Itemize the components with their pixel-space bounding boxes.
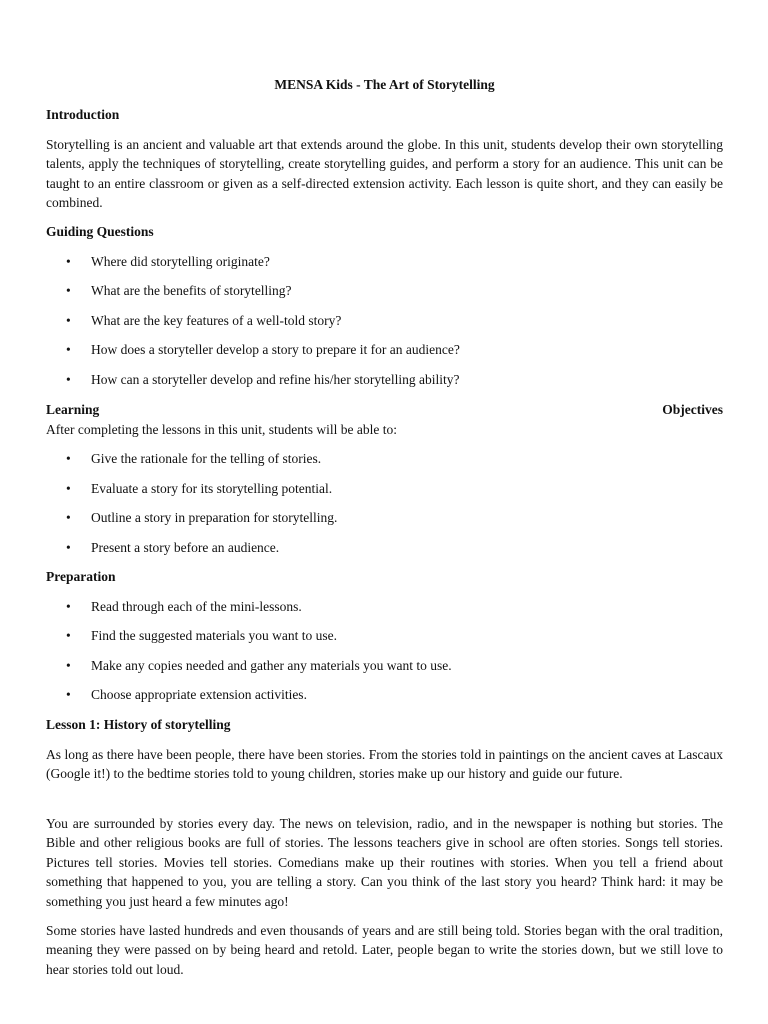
introduction-paragraph: Storytelling is an ancient and valuable art that extends around the globe. In this unit, students develop their own storytelling talents, apply the techniques of storytelling, create storytelling guides, and perform a story for an audience. This unit can be taught to an entire classroom or given as a self-directed extension activity. Each lesson is quite short, and they can easily be combined. xyxy=(46,137,723,211)
list-item-text: Read through each of the mini-lessons. xyxy=(91,599,302,614)
bullet-icon: • xyxy=(66,540,71,555)
lesson1-paragraph-2: You are surrounded by stories every day. The news on television, radio, and in the newspaper is nothing but stories. The Bible and other religious books are full of stories. The lessons teachers give in school are often stories. Songs tell stories. Pictures tell stories. Movies tell stories. Comedians make up their routines with stories. When you tell a friend about something that happened to you, you are telling a story. Can you think of the last story you heard? Think hard: it may be something you just heard a few minutes ago! xyxy=(46,816,723,909)
bullet-icon: • xyxy=(66,254,71,269)
list-item-text: How can a storyteller develop and refine his/her storytelling ability? xyxy=(91,372,460,387)
preparation-heading: Preparation xyxy=(46,569,116,584)
bullet-icon: • xyxy=(66,687,71,702)
list-item-text: Outline a story in preparation for storytelling. xyxy=(91,510,338,525)
list-item-text: What are the benefits of storytelling? xyxy=(91,283,292,298)
bullet-icon: • xyxy=(66,599,71,614)
bullet-icon: • xyxy=(66,451,71,466)
list-item-text: Where did storytelling originate? xyxy=(91,254,270,269)
list-item-text: Make any copies needed and gather any materials you want to use. xyxy=(91,658,452,673)
list-item-text: How does a storyteller develop a story to prepare it for an audience? xyxy=(91,342,460,357)
list-item-text: Present a story before an audience. xyxy=(91,540,280,555)
learning-objectives-heading-left: Learning xyxy=(46,402,100,417)
list-item-text: Find the suggested materials you want to use. xyxy=(91,628,337,643)
lesson1-paragraph-1: As long as there have been people, there have been stories. From the stories told in paintings on the ancient caves at Lascaux (Google it!) to the bedtime stories told to young children, stories make up our history and guide our future. xyxy=(46,747,723,782)
objectives-intro: After completing the lessons in this unit, students will be able to: xyxy=(46,422,397,437)
bullet-icon: • xyxy=(66,628,71,643)
bullet-icon: • xyxy=(66,510,71,525)
bullet-icon: • xyxy=(66,658,71,673)
bullet-icon: • xyxy=(66,342,71,357)
lesson1-heading: Lesson 1: History of storytelling xyxy=(46,717,231,732)
document-title: MENSA Kids - The Art of Storytelling xyxy=(274,77,495,92)
bullet-icon: • xyxy=(66,481,71,496)
learning-objectives-heading-right: Objectives xyxy=(662,402,723,417)
list-item-text: Give the rationale for the telling of stories. xyxy=(91,451,322,466)
bullet-icon: • xyxy=(66,283,71,298)
guiding-questions-heading: Guiding Questions xyxy=(46,224,154,239)
bullet-icon: • xyxy=(66,372,71,387)
list-item-text: Evaluate a story for its storytelling potential. xyxy=(91,481,333,496)
bullet-icon: • xyxy=(66,313,71,328)
list-item-text: Choose appropriate extension activities. xyxy=(91,687,307,702)
list-item-text: What are the key features of a well-told story? xyxy=(91,313,342,328)
lesson1-paragraph-3: Some stories have lasted hundreds and even thousands of years and are still being told. Stories began with the oral tradition, meaning they were passed on by being heard and retold. Later, people began to write the stories down, but we still love to hear stories told out loud. xyxy=(46,923,723,977)
introduction-heading: Introduction xyxy=(46,107,120,122)
